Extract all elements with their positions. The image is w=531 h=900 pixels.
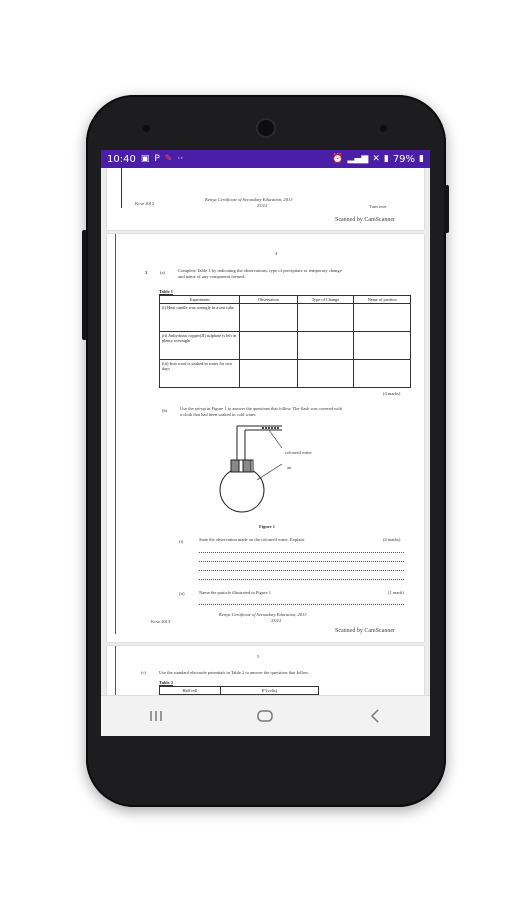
sub-ii-text: Name the particle illustrated in Figure 1 xyxy=(199,590,271,595)
table-row xyxy=(160,332,411,360)
diagram-label-water: coloured water xyxy=(285,450,312,455)
back-button[interactable] xyxy=(355,701,395,731)
sensor-left xyxy=(143,125,150,132)
sub-i-marks: (2 marks) xyxy=(383,537,401,542)
page3-number: 5 xyxy=(257,654,260,659)
battery-percent: 79% xyxy=(392,153,416,165)
status-bar xyxy=(101,150,430,168)
table1-header: Observation xyxy=(240,296,297,304)
signal-icon: ▂▄▆ xyxy=(347,154,369,164)
table-row xyxy=(160,360,411,388)
page2-footer-code: Kcse 2013 xyxy=(151,619,171,624)
q3-number: 3 xyxy=(145,270,148,275)
table1-cell xyxy=(297,332,354,360)
more-icon: ·· xyxy=(177,154,184,164)
table-1 xyxy=(159,295,411,388)
figure-1-diagram xyxy=(207,420,327,520)
alarm-icon: ⏰ xyxy=(332,154,344,164)
home-icon xyxy=(256,709,274,723)
recents-button[interactable] xyxy=(136,701,176,731)
q3-part-a: (a) xyxy=(160,270,165,275)
answer-line xyxy=(199,561,404,563)
sub-ii-marks: (1 mark) xyxy=(388,590,404,595)
table1-cell xyxy=(240,304,297,332)
page1-header-sub: 233/2 xyxy=(257,203,268,208)
q3-text-line2: and name of any component formed. xyxy=(178,274,246,279)
table1-marks: (4 marks) xyxy=(383,391,401,396)
battery-icon: ▮ xyxy=(419,154,424,164)
p-icon: P xyxy=(154,154,160,164)
table2-header: E°(volts) xyxy=(220,687,318,695)
page1-header: Kenya Certificate of Secondary Education, 2013 xyxy=(205,197,293,202)
answer-line xyxy=(199,570,404,572)
page1-code: Kcse 2013 xyxy=(135,201,155,206)
table2-label: Table 2 xyxy=(159,680,173,685)
page-3 xyxy=(107,646,424,696)
edit-icon: ✎ xyxy=(164,154,173,164)
table1-cell xyxy=(297,360,354,388)
sub-i-text: State the observation made on the coloured water. Explain. xyxy=(199,537,305,542)
table1-cell xyxy=(297,304,354,332)
volume-button xyxy=(82,230,87,340)
part-c-text: Use the standard electrode potentials in Table 2 to answer the questions that follow. xyxy=(159,670,310,675)
sensor-right xyxy=(380,125,387,132)
q3-text-line1: Complete Table 1 by indicating the observations, type of precipitate or temporary change xyxy=(178,268,342,273)
figure-1-caption: Figure 1 xyxy=(259,524,276,529)
table-row xyxy=(160,304,411,332)
wifi-icon: ▮ xyxy=(383,154,389,164)
power-button xyxy=(444,185,449,233)
page2-number: 4 xyxy=(275,251,278,256)
page2-scanner-watermark: Scanned by CamScanner xyxy=(335,628,395,634)
status-time: 10:40 xyxy=(107,153,136,165)
table1-cell: (iii) Iron wool is soaked in water for two days xyxy=(160,360,240,388)
page1-left-border xyxy=(121,168,122,208)
gallery-icon: ▣ xyxy=(140,154,150,164)
page2-footer-line: Kenya Certificate of Secondary Education, 2013 xyxy=(219,612,307,617)
part-b-text-line1: Use the set-up in Figure 1 to answer the questions that follow. The flask was covered with xyxy=(180,406,342,411)
page2-footer-sub: 233/2 xyxy=(271,618,282,623)
page-1 xyxy=(107,168,424,230)
page1-turn-over: Turn over xyxy=(369,204,387,209)
screen xyxy=(101,150,430,736)
table1-cell xyxy=(354,360,411,388)
page2-left-border xyxy=(115,234,116,634)
answer-line xyxy=(199,552,404,554)
table2-header-row xyxy=(160,687,319,695)
navigation-bar xyxy=(101,695,430,736)
table1-cell xyxy=(240,360,297,388)
table1-label: Table 1 xyxy=(159,289,173,294)
answer-line xyxy=(199,604,404,606)
table1-cell: (i) Heat candle wax strongly in a test tube xyxy=(160,304,240,332)
table1-cell xyxy=(240,332,297,360)
table1-header-row xyxy=(160,296,411,304)
table1-header: Name of product xyxy=(354,296,411,304)
part-c-number: (c) xyxy=(141,670,146,675)
table1-cell xyxy=(354,332,411,360)
mute-icon: ✕ xyxy=(372,154,380,164)
table1-header: Type of Change xyxy=(297,296,354,304)
diagram-label-air: air xyxy=(287,465,292,470)
document-viewer[interactable] xyxy=(101,168,430,696)
table1-cell xyxy=(354,304,411,332)
home-button[interactable] xyxy=(245,701,285,731)
front-camera xyxy=(258,120,274,136)
table-2 xyxy=(159,686,319,695)
sub-ii-number: (ii) xyxy=(179,591,185,596)
sub-i-number: (i) xyxy=(179,539,184,544)
part-b-number: (b) xyxy=(162,408,168,413)
table1-cell: (ii) Anhydrous copper(II) sulphate is left in plenty overnight xyxy=(160,332,240,360)
recents-icon xyxy=(148,710,164,722)
page-2 xyxy=(107,234,424,642)
answer-line xyxy=(199,579,404,581)
page3-left-border xyxy=(115,646,116,696)
table1-header: Experiment xyxy=(160,296,240,304)
part-b-text-line2: a cloth that had been soaked in cold water. xyxy=(180,412,257,417)
back-icon xyxy=(369,709,381,723)
page1-scanner-watermark: Scanned by CamScanner xyxy=(335,217,395,223)
table2-header: Half cell xyxy=(160,687,221,695)
